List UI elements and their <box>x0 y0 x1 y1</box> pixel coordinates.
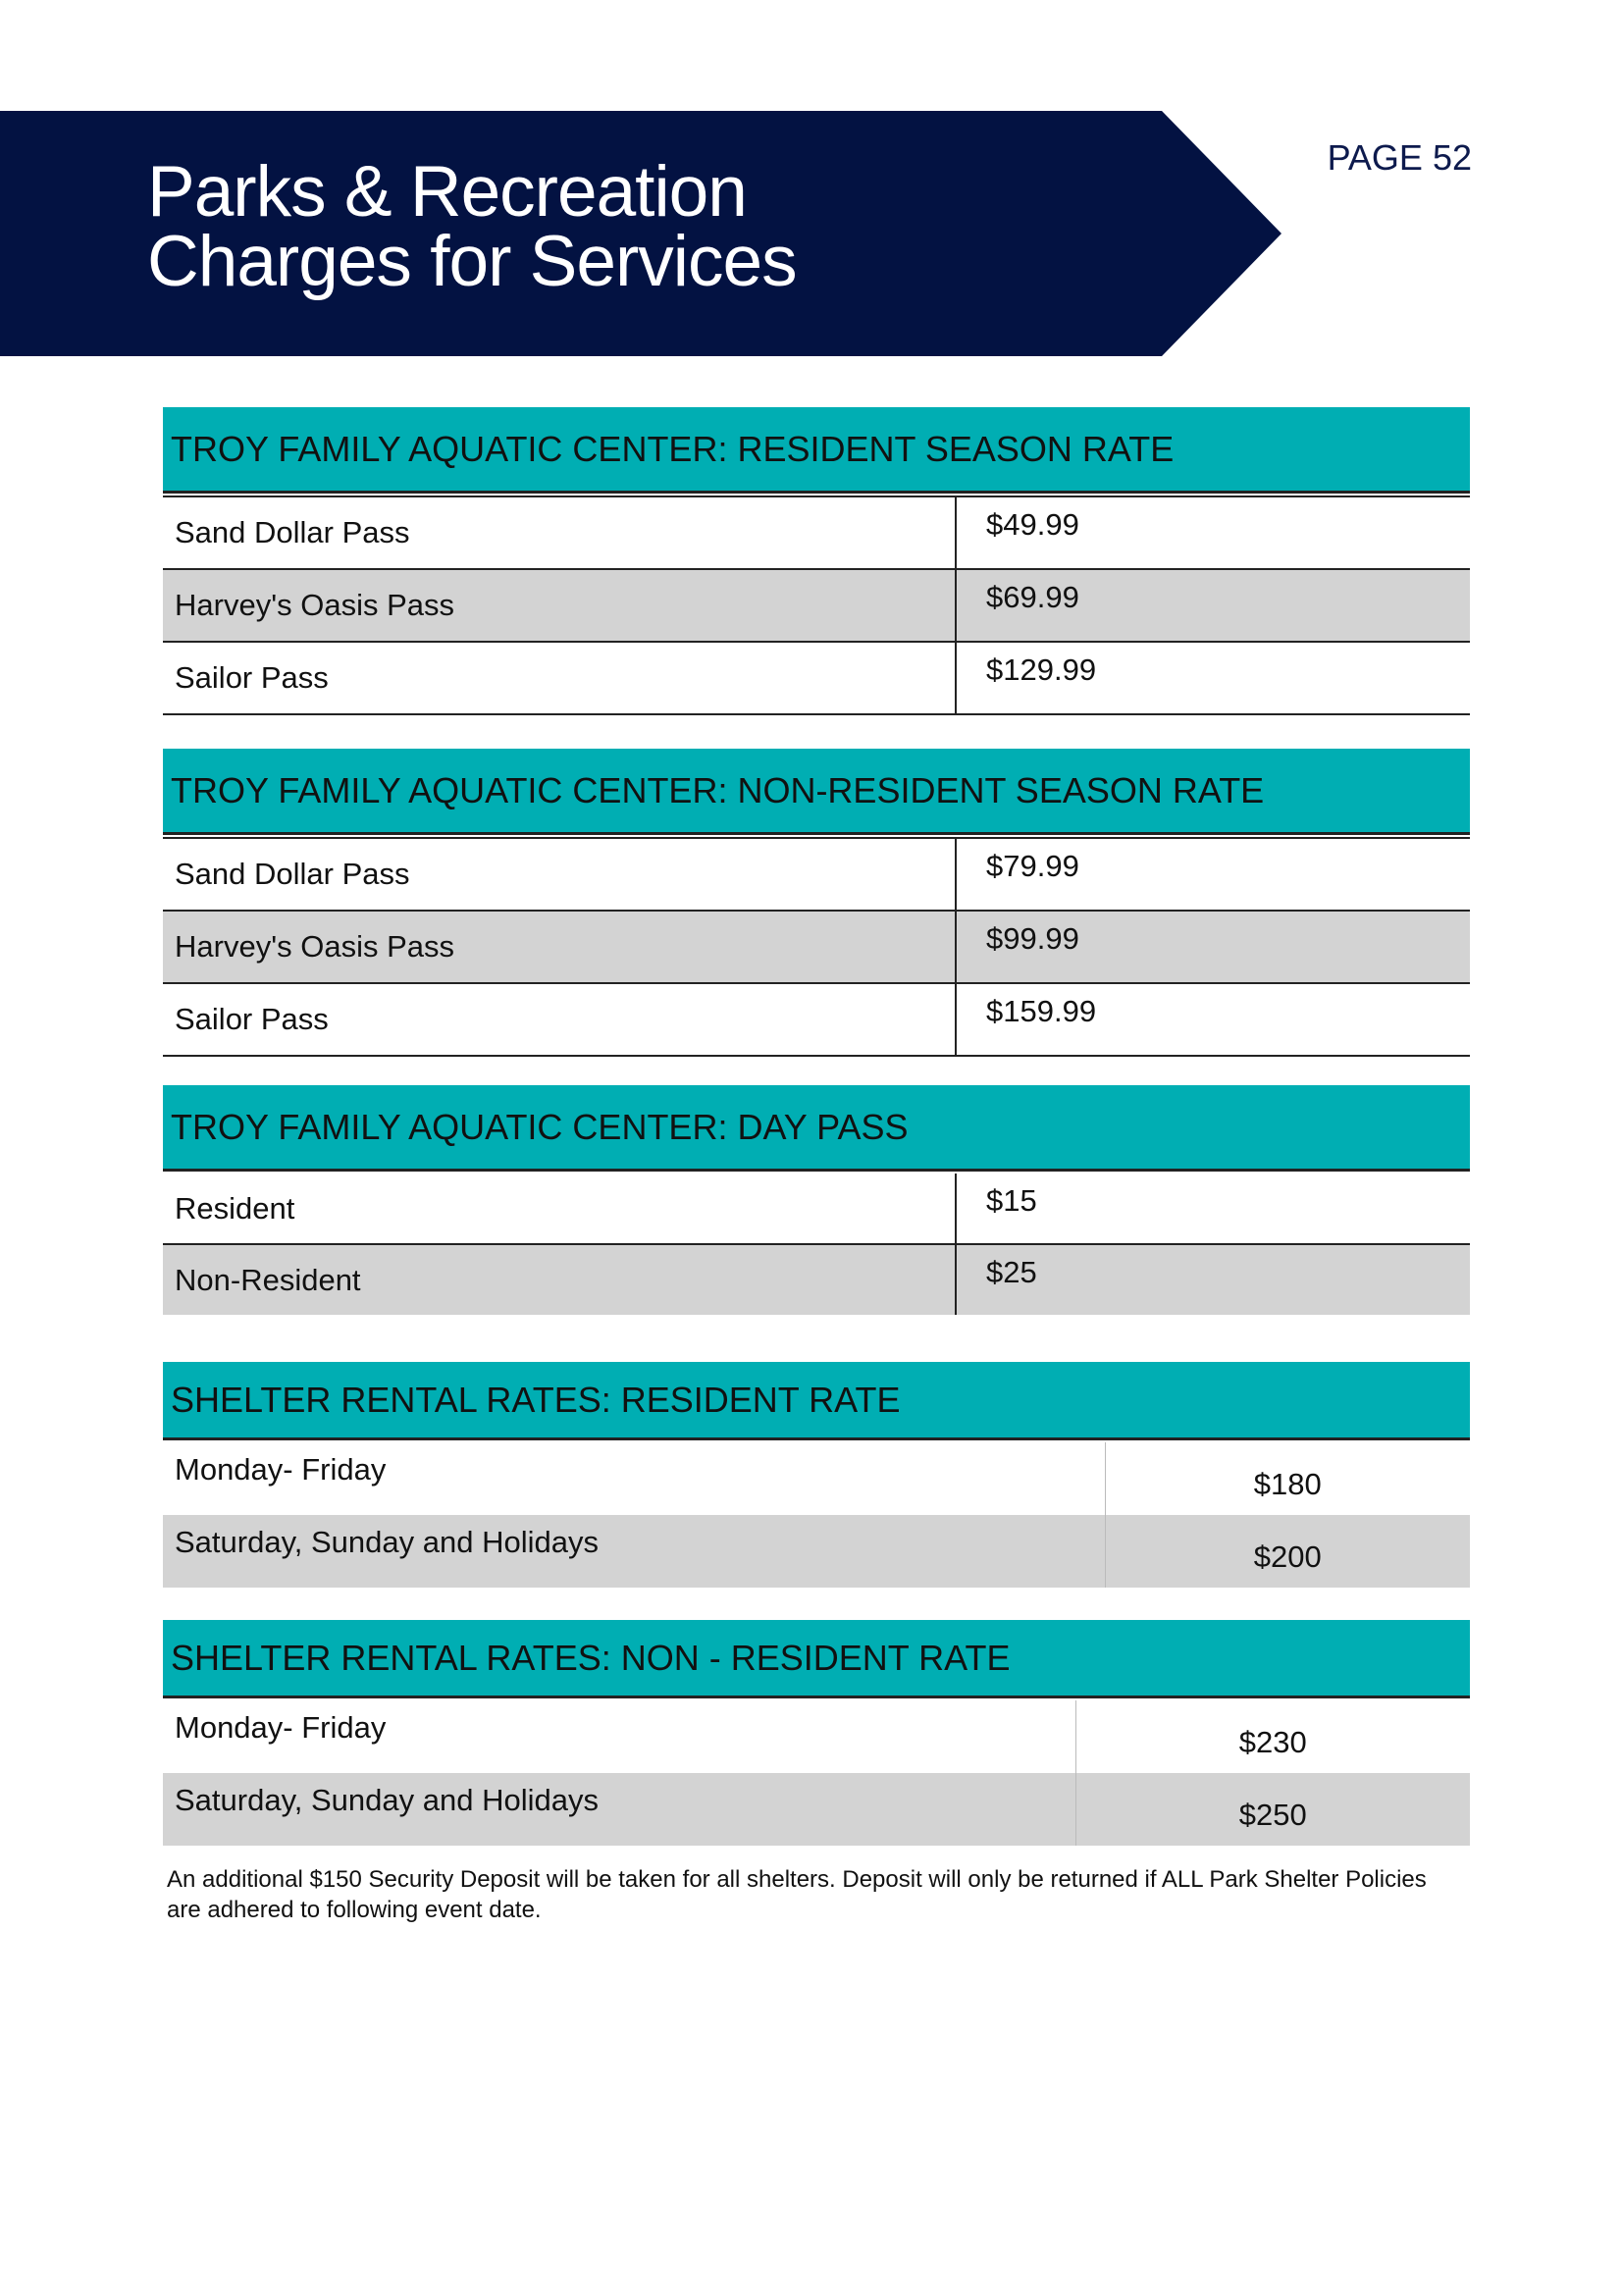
row-label: Sailor Pass <box>163 642 956 714</box>
row-label: Resident <box>163 1174 956 1244</box>
table-row <box>163 1515 1470 1588</box>
table-row <box>163 1244 1470 1315</box>
row-price: $230 <box>1075 1700 1470 1773</box>
page-number: PAGE 52 <box>1327 137 1472 178</box>
table-row <box>163 838 1470 911</box>
section-header: SHELTER RENTAL RATES: RESIDENT RATE <box>163 1362 1470 1440</box>
rate-table <box>163 496 1470 715</box>
section-header: TROY FAMILY AQUATIC CENTER: DAY PASS <box>163 1085 1470 1172</box>
table-row <box>163 496 1470 569</box>
day-pass-section <box>163 1085 1470 1315</box>
rate-table <box>163 1442 1470 1588</box>
row-price: $25 <box>956 1244 1470 1315</box>
row-label: Monday- Friday <box>175 1710 387 1745</box>
row-label: Sailor Pass <box>163 983 956 1056</box>
row-price: $79.99 <box>956 838 1470 911</box>
row-price: $129.99 <box>956 642 1470 714</box>
table-row <box>163 983 1470 1056</box>
row-label: Harvey's Oasis Pass <box>163 911 956 983</box>
row-price: $159.99 <box>956 983 1470 1056</box>
row-price: $69.99 <box>956 569 1470 642</box>
row-label: Harvey's Oasis Pass <box>163 569 956 642</box>
row-label: Saturday, Sunday and Holidays <box>163 1515 1105 1588</box>
row-label: Saturday, Sunday and Holidays <box>163 1773 1075 1846</box>
table-row <box>163 1174 1470 1244</box>
row-price: $200 <box>1105 1515 1470 1588</box>
section-header: SHELTER RENTAL RATES: NON - RESIDENT RATE <box>163 1620 1470 1698</box>
rate-table <box>163 1174 1470 1315</box>
resident-season-section <box>163 407 1470 715</box>
shelter-resident-section <box>163 1362 1470 1588</box>
row-label: Sand Dollar Pass <box>163 838 956 911</box>
page-title-line2: Charges for Services <box>147 222 797 301</box>
nonresident-season-section <box>163 749 1470 1057</box>
rate-table <box>163 837 1470 1057</box>
page-title <box>147 152 797 301</box>
section-header: TROY FAMILY AQUATIC CENTER: RESIDENT SEASON RATE <box>163 407 1470 494</box>
table-row <box>163 569 1470 642</box>
security-deposit-note: An additional $150 Security Deposit will be taken for all shelters. Deposit will only be returned if ALL Park Shelter Policies are adhered to following event date. <box>167 1866 1427 1923</box>
row-price: $250 <box>1075 1773 1470 1846</box>
row-price: $49.99 <box>956 496 1470 569</box>
row-price: $99.99 <box>956 911 1470 983</box>
section-header: TROY FAMILY AQUATIC CENTER: NON-RESIDENT SEASON RATE <box>163 749 1470 835</box>
row-price: $15 <box>956 1174 1470 1244</box>
table-row <box>163 1700 1470 1773</box>
row-label: Monday- Friday <box>175 1452 387 1487</box>
table-row <box>163 1442 1470 1515</box>
shelter-nonresident-section <box>163 1620 1470 1846</box>
table-row <box>163 911 1470 983</box>
page-title-line1: Parks & Recreation <box>147 152 747 232</box>
row-label: Sand Dollar Pass <box>163 496 956 569</box>
rate-table <box>163 1700 1470 1846</box>
row-label: Non-Resident <box>163 1244 956 1315</box>
row-price: $180 <box>1105 1442 1470 1515</box>
table-row <box>163 1773 1470 1846</box>
table-row <box>163 642 1470 714</box>
